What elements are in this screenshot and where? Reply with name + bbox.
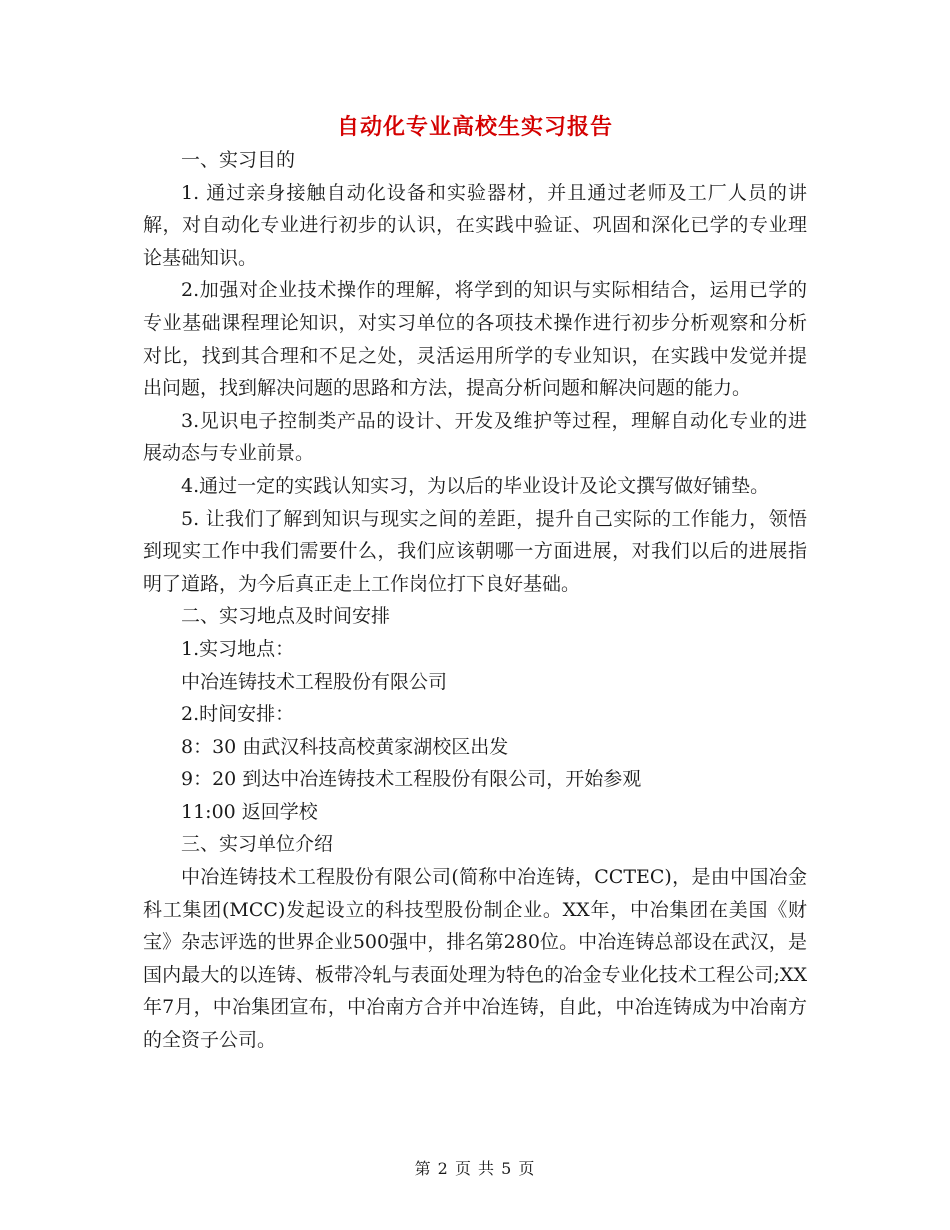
paragraph-purpose-1: 1. 通过亲身接触自动化设备和实验器材，并且通过老师及工厂人员的讲解，对自动化专业进行初步的认识，在实践中验证、巩固和深化已学的专业理论基础知识。 <box>143 181 807 269</box>
paragraph-purpose-3: 3.见识电子控制类产品的设计、开发及维护等过程，理解自动化专业的进展动态与专业前景。 <box>143 409 807 465</box>
paragraph-purpose-5: 5. 让我们了解到知识与现实之间的差距，提升自己实际的工作能力，领悟到现实工作中我们需要什么，我们应该朝哪一方面进展，对我们以后的进展指明了道路，为今后真正走上工作岗位打下良好基础。 <box>143 507 807 595</box>
location-value: 中冶连铸技术工程股份有限公司 <box>181 670 448 693</box>
subheading-location: 1.实习地点： <box>181 637 295 660</box>
paragraph-company-intro: 中冶连铸技术工程股份有限公司(简称中冶连铸，CCTEC)，是由中国冶金科工集团(MCC)发起设立的科技型股份制企业。XX年，中冶集团在美国《财宝》杂志评选的世界企业500强中，排名第280位。中冶连铸总部设在武汉，是国内最大的以连铸、板带冷轧与表面处理为特色的冶金专业化技术工程公司;XX年7月，中冶集团宣布，中冶南方合并中冶连铸，自此，中冶连铸成为中冶南方的全资子公司。 <box>143 866 807 1052</box>
document-body <box>143 144 807 1057</box>
schedule-item-3: 11:00 返回学校 <box>181 800 318 823</box>
paragraph-purpose-2: 2.加强对企业技术操作的理解，将学到的知识与实际相结合，运用已学的专业基础课程理论知识，对实习单位的各项技术操作进行初步分析观察和分析对比，找到其合理和不足之处，灵活运用所学的专业知识，在实践中发觉并提出问题，找到解决问题的思路和方法，提高分析问题和解决问题的能力。 <box>143 279 807 400</box>
schedule-item-2: 9：20 到达中冶连铸技术工程股份有限公司，开始参观 <box>181 768 642 791</box>
page-footer: 第 2 页 共 5 页 <box>414 1159 536 1178</box>
subheading-schedule: 2.时间安排： <box>181 703 295 726</box>
section-heading-company-intro: 三、实习单位介绍 <box>181 833 334 856</box>
document-title: 自动化专业高校生实习报告 <box>336 114 613 140</box>
section-heading-purpose: 一、实习目的 <box>181 149 296 171</box>
section-heading-location-schedule: 二、实习地点及时间安排 <box>181 605 391 628</box>
paragraph-purpose-4: 4.通过一定的实践认知实习，为以后的毕业设计及论文撰写做好铺垫。 <box>181 474 770 497</box>
schedule-item-1: 8：30 由武汉科技高校黄家湖校区出发 <box>181 735 509 758</box>
